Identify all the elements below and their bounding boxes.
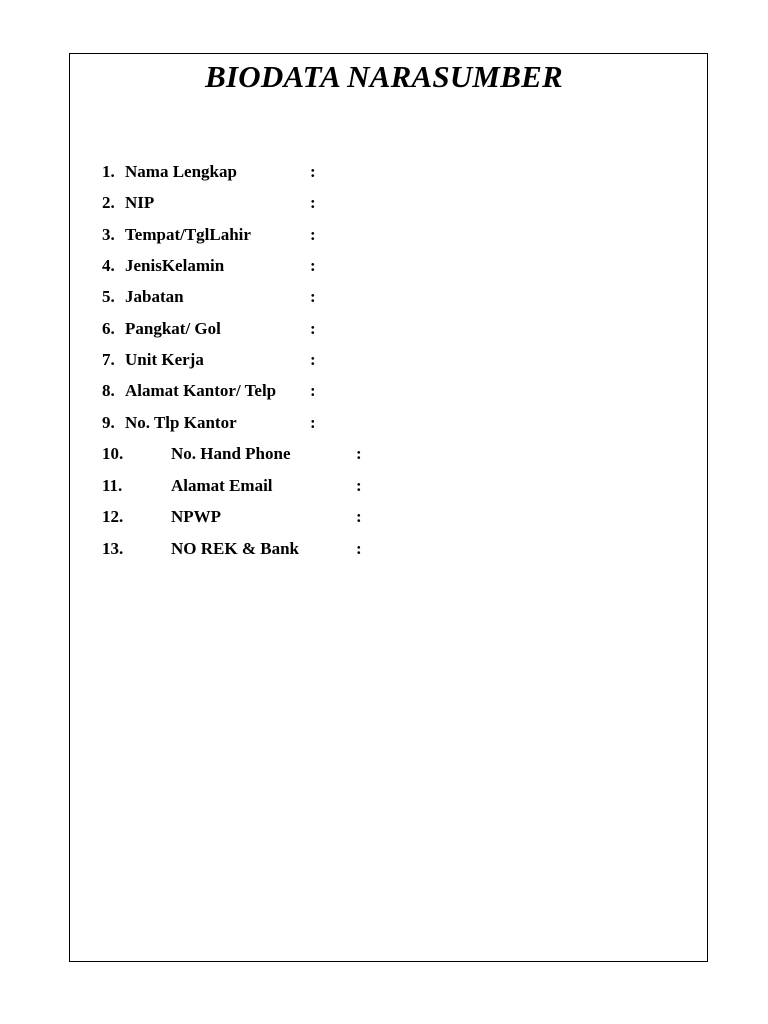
field-label: NIP <box>125 193 155 212</box>
field-label: Unit Kerja <box>125 350 204 369</box>
field-number: 6. <box>102 319 115 338</box>
field-label: NPWP <box>171 507 222 526</box>
field-number: 7. <box>102 350 115 369</box>
field-separator: : <box>310 193 316 212</box>
field-number: 13. <box>102 539 124 558</box>
field-number: 9. <box>102 413 115 432</box>
field-number: 8. <box>102 381 115 400</box>
field-separator: : <box>310 287 316 306</box>
field-number: 4. <box>102 256 115 275</box>
field-separator: : <box>310 162 316 181</box>
field-number: 10. <box>102 444 124 463</box>
field-separator: : <box>356 539 362 558</box>
field-label: Alamat Email <box>171 476 273 495</box>
field-label: No. Hand Phone <box>171 444 291 463</box>
field-number: 5. <box>102 287 115 306</box>
field-separator: : <box>356 476 362 495</box>
field-separator: : <box>310 225 316 244</box>
field-number: 12. <box>102 507 124 526</box>
field-label: No. Tlp Kantor <box>125 413 237 432</box>
field-separator: : <box>356 444 362 463</box>
field-separator: : <box>310 319 316 338</box>
field-label: Pangkat/ Gol <box>125 319 221 338</box>
field-label: JenisKelamin <box>125 256 225 275</box>
field-number: 11. <box>102 476 123 495</box>
field-separator: : <box>310 350 316 369</box>
field-label: Jabatan <box>125 287 184 306</box>
field-label: Nama Lengkap <box>125 162 237 181</box>
field-separator: : <box>310 256 316 275</box>
field-label: Alamat Kantor/ Telp <box>125 381 277 400</box>
field-separator: : <box>356 507 362 526</box>
field-number: 3. <box>102 225 115 244</box>
field-separator: : <box>310 381 316 400</box>
field-number: 1. <box>102 162 115 181</box>
field-label: NO REK & Bank <box>171 539 299 558</box>
field-separator: : <box>310 413 316 432</box>
field-number: 2. <box>102 193 115 212</box>
field-label: Tempat/TglLahir <box>125 225 251 244</box>
document-title: BIODATA NARASUMBER <box>205 59 563 94</box>
